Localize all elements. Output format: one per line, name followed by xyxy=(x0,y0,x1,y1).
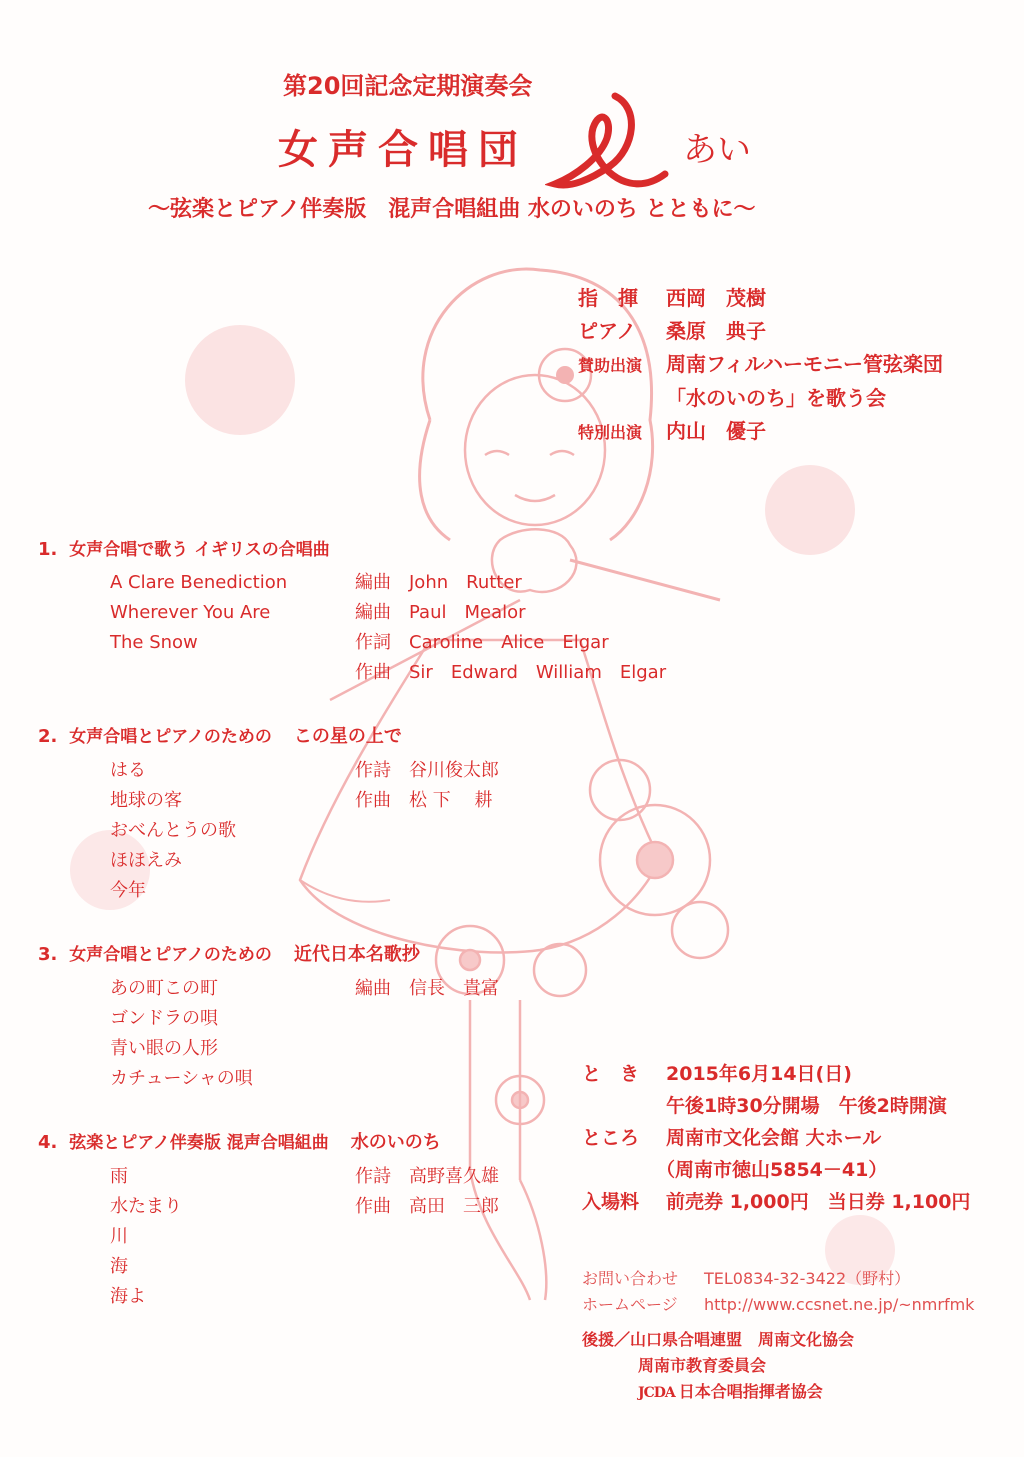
song-title: 水たまり xyxy=(110,1196,182,1217)
program-2-songs xyxy=(110,756,236,906)
song-title: あの町この町 xyxy=(110,978,218,999)
credit-role: 編曲 xyxy=(355,978,391,999)
program-4-songs xyxy=(110,1162,182,1312)
credit-name: Caroline Alice Elgar xyxy=(409,632,609,653)
credit-name: 高田 三郎 xyxy=(409,1196,499,1217)
credit-role: 作詩 xyxy=(355,1166,391,1187)
choir-title: 女声合唱団 xyxy=(278,127,528,173)
credit-name: 谷川俊太郎 xyxy=(409,760,499,781)
sponsor-line: 山口県合唱連盟 周南文化協会 xyxy=(630,1330,855,1349)
credit-role: 作詞 xyxy=(355,632,391,653)
credit-row: 賛助出演 周南フィルハーモニー管弦楽団 xyxy=(578,352,943,376)
program-heading-1: 1. 女声合唱で歌う イギリスの合唱曲 xyxy=(38,539,330,560)
song-title: 雨 xyxy=(110,1166,128,1187)
credit-name: 高野喜久雄 xyxy=(409,1166,499,1187)
program-3-credits xyxy=(355,974,499,1004)
ribbon-logo-icon xyxy=(545,88,675,198)
song-title: The Snow xyxy=(110,632,198,653)
homepage-label: ホームページ xyxy=(582,1295,678,1314)
song-title: 地球の客 xyxy=(110,790,182,811)
inquiry-label: お問い合わせ xyxy=(582,1269,679,1288)
credit-role: 作曲 xyxy=(355,662,391,683)
program-heading-2: 2. 女声合唱とピアノのための この星の上で xyxy=(38,726,402,747)
fee-label: 入場料 xyxy=(582,1191,640,1213)
program-1-credits xyxy=(355,568,666,688)
song-title: ほほえみ xyxy=(110,850,182,871)
credit-role: 作曲 xyxy=(355,790,391,811)
credit-row: 「水のいのち」を歌う会 xyxy=(666,386,886,410)
song-title: A Clare Benediction xyxy=(110,572,288,593)
credit-role: 作詩 xyxy=(355,760,391,781)
song-title: 川 xyxy=(110,1226,128,1247)
program-heading-4: 4. 弦楽とピアノ伴奏版 混声合唱組曲 水のいのち xyxy=(38,1132,441,1153)
song-title: おべんとうの歌 xyxy=(110,820,236,841)
program-heading-3: 3. 女声合唱とピアノのための 近代日本名歌抄 xyxy=(38,944,420,965)
homepage-link[interactable]: http://www.ccsnet.ne.jp/~nmrfmk xyxy=(704,1295,975,1314)
credit-name: 松 下 耕 xyxy=(409,790,493,811)
song-title: はる xyxy=(110,760,146,781)
event-venue: 周南市文化会館 大ホール xyxy=(666,1127,882,1149)
event-info xyxy=(582,1058,970,1218)
credit-role: 編曲 xyxy=(355,572,391,593)
sponsors xyxy=(582,1327,854,1406)
credit-name: 信長 貴富 xyxy=(409,978,499,999)
sponsor-label: 後援／ xyxy=(582,1330,631,1349)
performer-credits xyxy=(578,282,943,449)
event-subtitle: 第20回記念定期演奏会 xyxy=(283,72,533,100)
song-title: 青い眼の人形 xyxy=(110,1038,218,1059)
jcda-logo: JCDA xyxy=(638,1385,675,1401)
when-label: と き xyxy=(582,1063,640,1085)
credit-row: 指 揮 西岡 茂樹 xyxy=(578,286,766,310)
credit-name: Sir Edward William Elgar xyxy=(409,662,667,683)
credit-name: John Rutter xyxy=(409,572,522,593)
credit-role: 作曲 xyxy=(355,1196,391,1217)
sponsor-line: 周南市教育委員会 xyxy=(638,1356,767,1375)
credit-name: Paul Mealor xyxy=(409,602,526,623)
song-title: カチューシャの唄 xyxy=(110,1068,253,1089)
event-address: （周南市徳山5854－41） xyxy=(656,1159,888,1181)
song-title: 海よ xyxy=(110,1286,146,1307)
credit-role: 編曲 xyxy=(355,602,391,623)
where-label: ところ xyxy=(582,1127,640,1149)
song-title: Wherever You Are xyxy=(110,602,271,623)
song-title: 今年 xyxy=(110,880,146,901)
event-date: 2015年6月14日(日) xyxy=(666,1063,852,1085)
credit-row: 特別出演 内山 優子 xyxy=(578,419,766,443)
event-fees: 前売券 1,000円 当日券 1,100円 xyxy=(666,1191,971,1213)
choir-title-suffix: あい xyxy=(683,130,751,170)
program-2-credits xyxy=(355,756,499,816)
credit-row: ピアノ 桑原 典子 xyxy=(578,319,766,343)
concert-tagline: ～弦楽とピアノ伴奏版 混声合唱組曲 水のいのち とともに～ xyxy=(148,197,756,222)
sponsor-line: 日本合唱指揮者協会 xyxy=(678,1382,823,1401)
event-times: 午後1時30分開場 午後2時開演 xyxy=(666,1095,947,1117)
contact-info xyxy=(582,1266,974,1318)
contact-tel: TEL0834-32-3422（野村） xyxy=(704,1269,911,1288)
song-title: ゴンドラの唄 xyxy=(110,1008,218,1029)
program-4-credits xyxy=(355,1162,499,1222)
song-title: 海 xyxy=(110,1256,128,1277)
program-1-songs xyxy=(110,568,287,658)
program-3-songs xyxy=(110,974,253,1094)
